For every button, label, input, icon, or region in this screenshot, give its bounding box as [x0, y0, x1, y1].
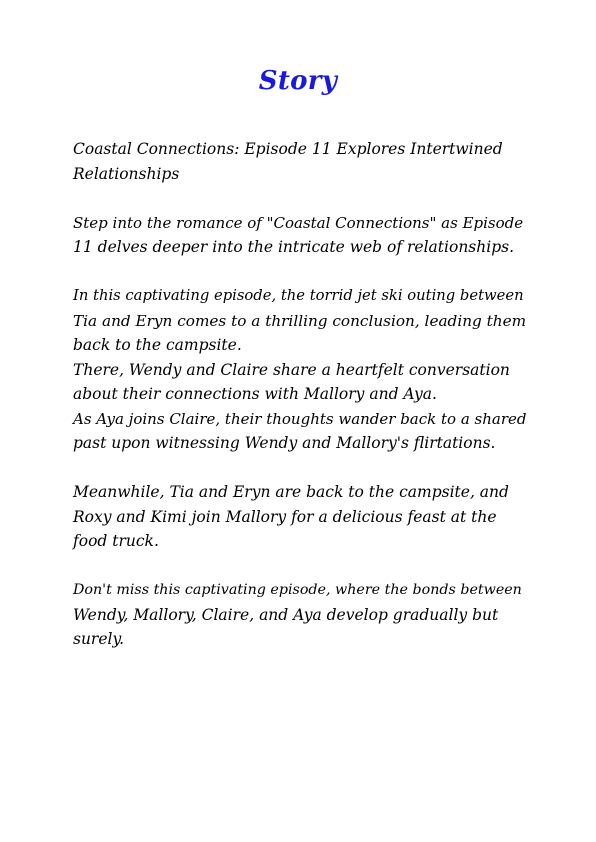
text-line: surely.: [73, 630, 125, 648]
text-line: Don't miss this captivating episode, where the bonds between: [73, 582, 522, 598]
story-body: [73, 137, 528, 676]
text-line: Meanwhile, Tia and Eryn are back to the campsite, and: [73, 483, 509, 501]
text-line: Step into the romance of "Coastal Connections" as Episode: [73, 213, 524, 232]
text-line: 11 delves deeper into the intricate web of relationships.: [73, 238, 515, 256]
text-line: Wendy, Mallory, Claire, and Aya develop gradually but: [73, 605, 499, 624]
paragraph-closing: [73, 578, 528, 652]
text-line: Relationships: [73, 164, 180, 183]
paragraph-headline: [73, 137, 528, 186]
text-line: about their connections with Mallory and Aya.: [73, 385, 437, 403]
paragraph-episode-summary: [73, 284, 528, 456]
text-line: past upon witnessing Wendy and Mallory's flirtations.: [73, 434, 496, 452]
text-line: In this captivating episode, the torrid jet ski outing between: [73, 287, 524, 304]
text-line: food truck.: [73, 532, 159, 550]
paragraph-intro: [73, 211, 528, 260]
text-line: Coastal Connections: Episode 11 Explores Intertwined: [73, 140, 503, 158]
text-line: Roxy and Kimi join Mallory for a delicious feast at the: [73, 507, 497, 526]
text-line: back to the campsite.: [73, 336, 242, 354]
text-line: Tia and Eryn comes to a thrilling conclusion, leading them: [73, 311, 527, 330]
text-line: There, Wendy and Claire share a heartfelt conversation: [73, 360, 510, 379]
paragraph-meanwhile: [73, 480, 528, 554]
document-title: Story: [258, 66, 338, 96]
text-line: As Aya joins Claire, their thoughts wander back to a shared: [73, 409, 527, 428]
